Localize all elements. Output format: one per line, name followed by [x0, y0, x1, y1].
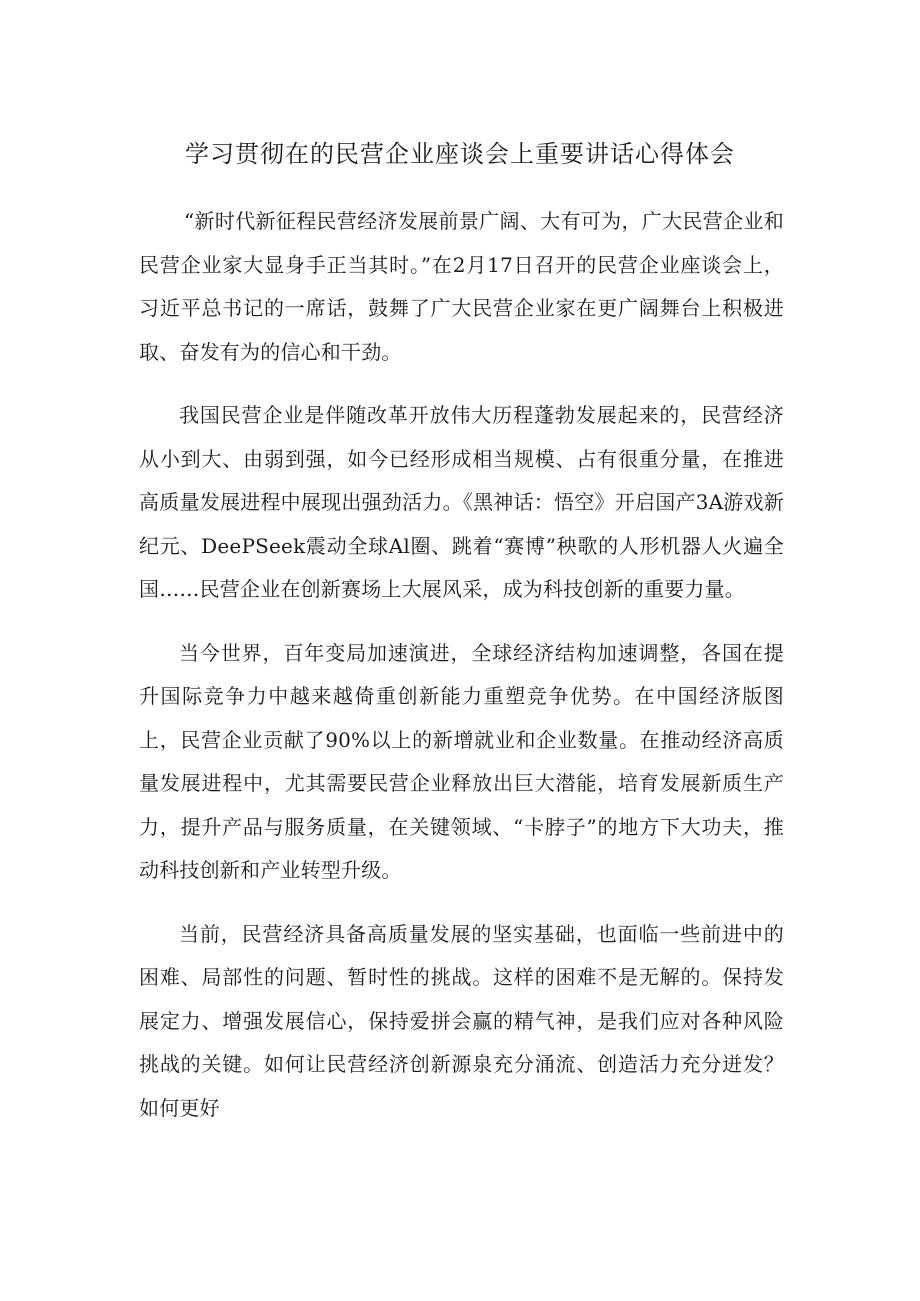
paragraph-private-enterprise-growth: 我国民营企业是伴随改革开放伟大历程蓬勃发展起来的，民营经济从小到大、由弱到强，如今已经形成相当规模、占有很重分量，在推进高质量发展进程中展现出强劲活力。《黑神话：悟空》开启国产3A游戏新纪元、DeePSeek震动全球Al圈、跳着“赛博”秧歌的人形机器人火遍全国……民营企业在创新赛场上大展风采，成为科技创新的重要力量。: [139, 403, 784, 601]
paragraph-current-challenges: 当前，民营经济具备高质量发展的坚实基础，也面临一些前进中的困难、局部性的问题、暂时性的挑战。这样的困难不是无解的。保持发展定力、增强发展信心，保持爱拼会赢的精气神，是我们应对各种风险挑战的关键。如何让民营经济创新源泉充分涌流、创造活力充分迸发？如何更好: [139, 921, 784, 1120]
paragraph-global-competition: 当今世界，百年变局加速演进，全球经济结构加速调整，各国在提升国际竞争力中越来越倚重创新能力重塑竞争优势。在中国经济版图上，民营企业贡献了90%以上的新增就业和企业数量。在推动经济高质量发展进程中，尤其需要民营企业释放出巨大潜能，培育发展新质生产力，提升产品与服务质量，在关键领域、“卡脖子”的地方下大功夫，推动科技创新和产业转型升级。: [139, 640, 784, 882]
document-body: [139, 200, 784, 1150]
document-title: 学习贯彻在的民营企业座谈会上重要讲话心得体会: [185, 140, 735, 168]
paragraph-intro: “新时代新征程民营经济发展前景广阔、大有可为，广大民营企业和民营企业家大显身手正当其时。”在2月17日召开的民营企业座谈会上，习近平总书记的一席话，鼓舞了广大民营企业家在更广阔舞台上积极进取、奋发有为的信心和干劲。: [139, 209, 784, 364]
